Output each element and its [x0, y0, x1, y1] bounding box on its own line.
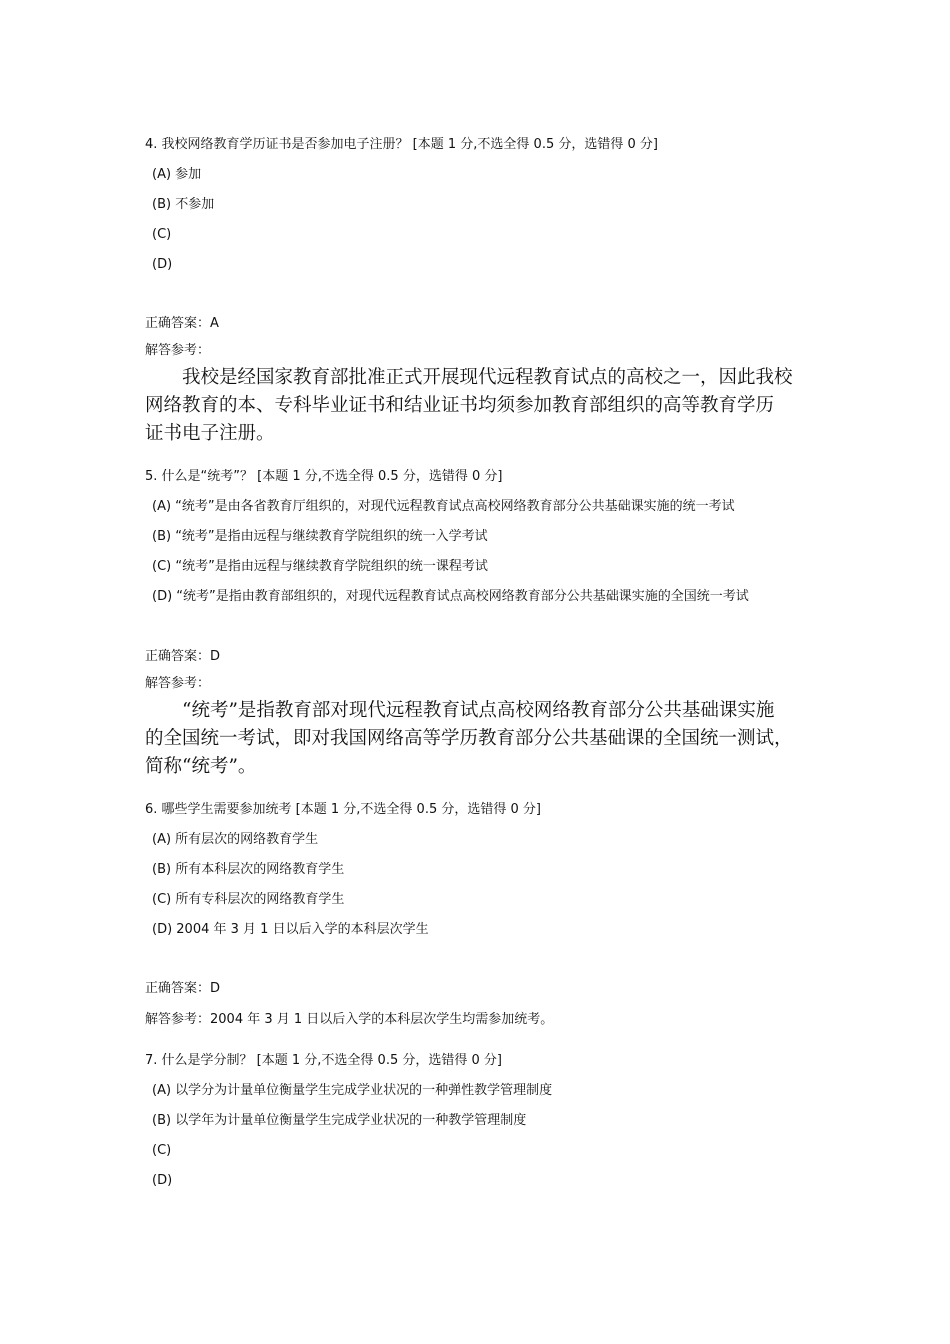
reference-line: 的全国统一考试，即对我国网络高等学历教育部分公共基础课的全国统一测试，: [145, 728, 793, 749]
question-number: 4.: [145, 137, 158, 152]
question-number: 5.: [145, 469, 158, 484]
question-number: 6.: [145, 802, 158, 817]
q5-option-c: (C) “统考”是指由远程与继续教育学院组织的统一课程考试: [152, 559, 488, 574]
question-4-title: [145, 137, 658, 153]
question-7-title: [145, 1053, 502, 1069]
reference-line: 我校是经国家教育部批准正式开展现代远程教育试点的高校之一，因此我校: [182, 367, 793, 388]
q4-option-a: (A) 参加: [152, 167, 202, 182]
question-text: 什么是学分制？ [本题 1 分,不选全得 0.5 分，选错得 0 分]: [161, 1053, 502, 1068]
q4-reference-label: 解答参考：: [145, 343, 211, 358]
q4-reference-body: [145, 364, 825, 448]
q7-option-b: (B) 以学年为计量单位衡量学生完成学业状况的一种教学管理制度: [152, 1113, 527, 1128]
question-text: 哪些学生需要参加统考 [本题 1 分,不选全得 0.5 分，选错得 0 分]: [161, 802, 541, 817]
q4-correct-answer: 正确答案：A: [145, 316, 219, 331]
q4-option-c: (C): [152, 227, 172, 242]
q5-option-d: (D) “统考”是指由教育部组织的，对现代远程教育试点高校网络教育部分公共基础课实施的全国统一考试: [152, 589, 749, 604]
q4-option-b: (B) 不参加: [152, 197, 215, 212]
q7-option-c: (C): [152, 1143, 172, 1158]
q5-correct-answer: 正确答案：D: [145, 649, 221, 664]
q7-option-d: (D): [152, 1173, 173, 1188]
q6-option-a: (A) 所有层次的网络教育学生: [152, 832, 319, 847]
q5-reference-body: [145, 697, 825, 781]
question-text: 什么是“统考”？ [本题 1 分,不选全得 0.5 分，选错得 0 分]: [161, 469, 503, 484]
q4-option-d: (D): [152, 257, 173, 272]
q6-reference-inline: 解答参考：2004 年 3 月 1 日以后入学的本科层次学生均需参加统考。: [145, 1012, 554, 1027]
q7-option-a: (A) 以学分为计量单位衡量学生完成学业状况的一种弹性教学管理制度: [152, 1083, 553, 1098]
question-text: 我校网络教育学历证书是否参加电子注册？ [本题 1 分,不选全得 0.5 分，选错得 0 分]: [161, 137, 658, 152]
q6-option-b: (B) 所有本科层次的网络教育学生: [152, 862, 345, 877]
question-6-title: [145, 802, 541, 818]
reference-line: 网络教育的本、专科毕业证书和结业证书均须参加教育部组织的高等教育学历: [145, 395, 775, 416]
reference-line: “统考”是指教育部对现代远程教育试点高校网络教育部分公共基础课实施: [182, 700, 775, 721]
question-number: 7.: [145, 1053, 158, 1068]
q6-option-c: (C) 所有专科层次的网络教育学生: [152, 892, 345, 907]
q6-correct-answer: 正确答案：D: [145, 981, 221, 996]
q6-option-d: (D) 2004 年 3 月 1 日以后入学的本科层次学生: [152, 922, 429, 937]
reference-line: 证书电子注册。: [145, 423, 275, 444]
reference-line: 简称“统考”。: [145, 756, 257, 777]
q5-reference-label: 解答参考：: [145, 676, 211, 691]
question-5-title: [145, 469, 502, 485]
q5-option-a: (A) “统考”是由各省教育厅组织的，对现代远程教育试点高校网络教育部分公共基础课实施的统一考试: [152, 499, 735, 514]
q5-option-b: (B) “统考”是指由远程与继续教育学院组织的统一入学考试: [152, 529, 488, 544]
